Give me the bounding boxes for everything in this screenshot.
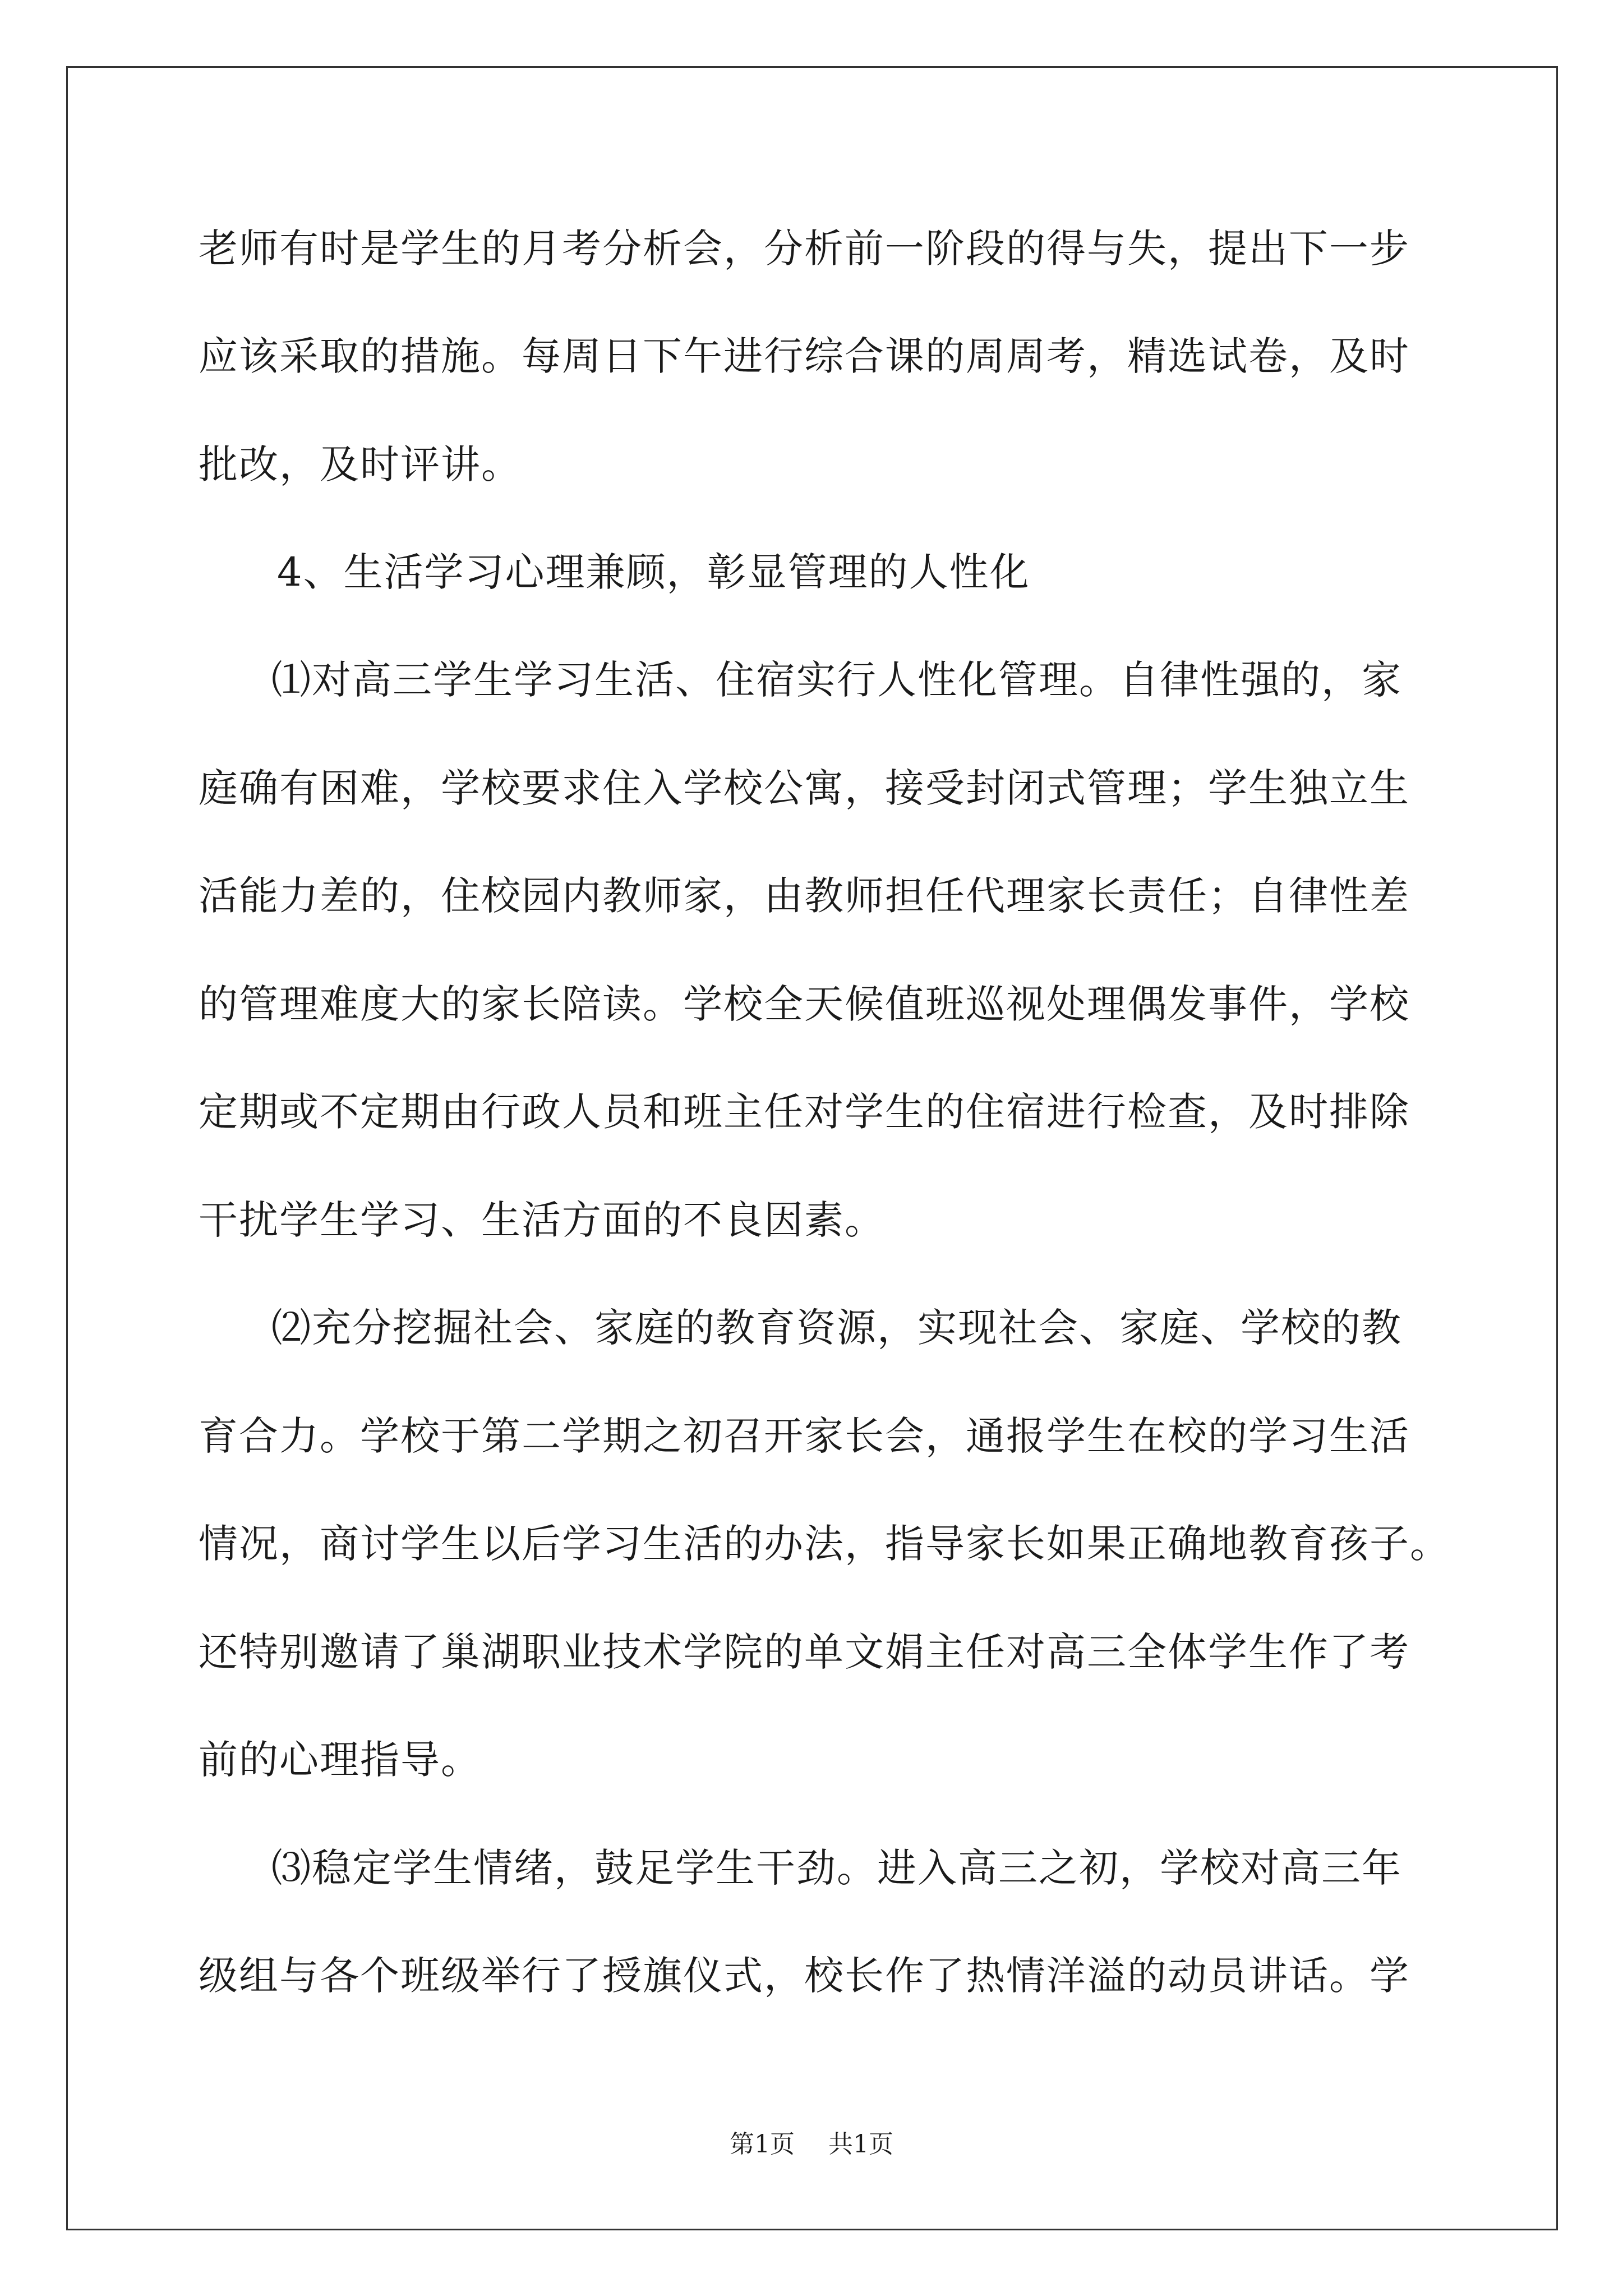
paragraph-line: 前的心理指导。 [199,1737,481,1783]
paragraph-line: 育合力。学校于第二学期之初召开家长会，通报学生在校的学习生活 [199,1413,1410,1459]
page-border [66,66,1558,2230]
paragraph-line: 批改，及时评讲。 [199,441,522,487]
paragraph-line: 老师有时是学生的月考分析会，分析前一阶段的得与失，提出下一步 [199,226,1410,272]
page-number-total: 共1页 [828,2130,893,2159]
paragraph-line: 情况，商讨学生以后学习生活的办法，指导家长如果正确地教育孩子。 [199,1521,1450,1567]
paragraph-line: 应该采取的措施。每周日下午进行综合课的周周考，精选试卷，及时 [199,333,1410,379]
paragraph-line: 庭确有困难，学校要求住入学校公寓，接受封闭式管理；学生独立生 [199,765,1410,811]
paragraph-line: ⑴对高三学生学习生活、住宿实行人性化管理。自律性强的，家 [271,657,1402,703]
paragraph-line: ⑶稳定学生情绪，鼓足学生干劲。进入高三之初，学校对高三年 [271,1845,1402,1891]
paragraph-line: 活能力差的，住校园内教师家，由教师担任代理家长责任；自律性差 [199,873,1410,919]
paragraph-line: 干扰学生学习、生活方面的不良因素。 [199,1197,885,1243]
paragraph-line: 级组与各个班级举行了授旗仪式，校长作了热情洋溢的动员讲话。学 [199,1953,1410,1999]
page-footer [0,2128,1623,2161]
paragraph-line: 的管理难度大的家长陪读。学校全天候值班巡视处理偶发事件，学校 [199,981,1410,1027]
paragraph-line: ⑵充分挖掘社会、家庭的教育资源，实现社会、家庭、学校的教 [271,1305,1402,1351]
section-heading: 4、生活学习心理兼顾，彰显管理的人性化 [277,549,1030,595]
paragraph-line: 定期或不定期由行政人员和班主任对学生的住宿进行检查，及时排除 [199,1089,1410,1135]
paragraph-line: 还特别邀请了巢湖职业技术学院的单文娟主任对高三全体学生作了考 [199,1629,1410,1675]
page-number-current: 第1页 [730,2130,795,2159]
